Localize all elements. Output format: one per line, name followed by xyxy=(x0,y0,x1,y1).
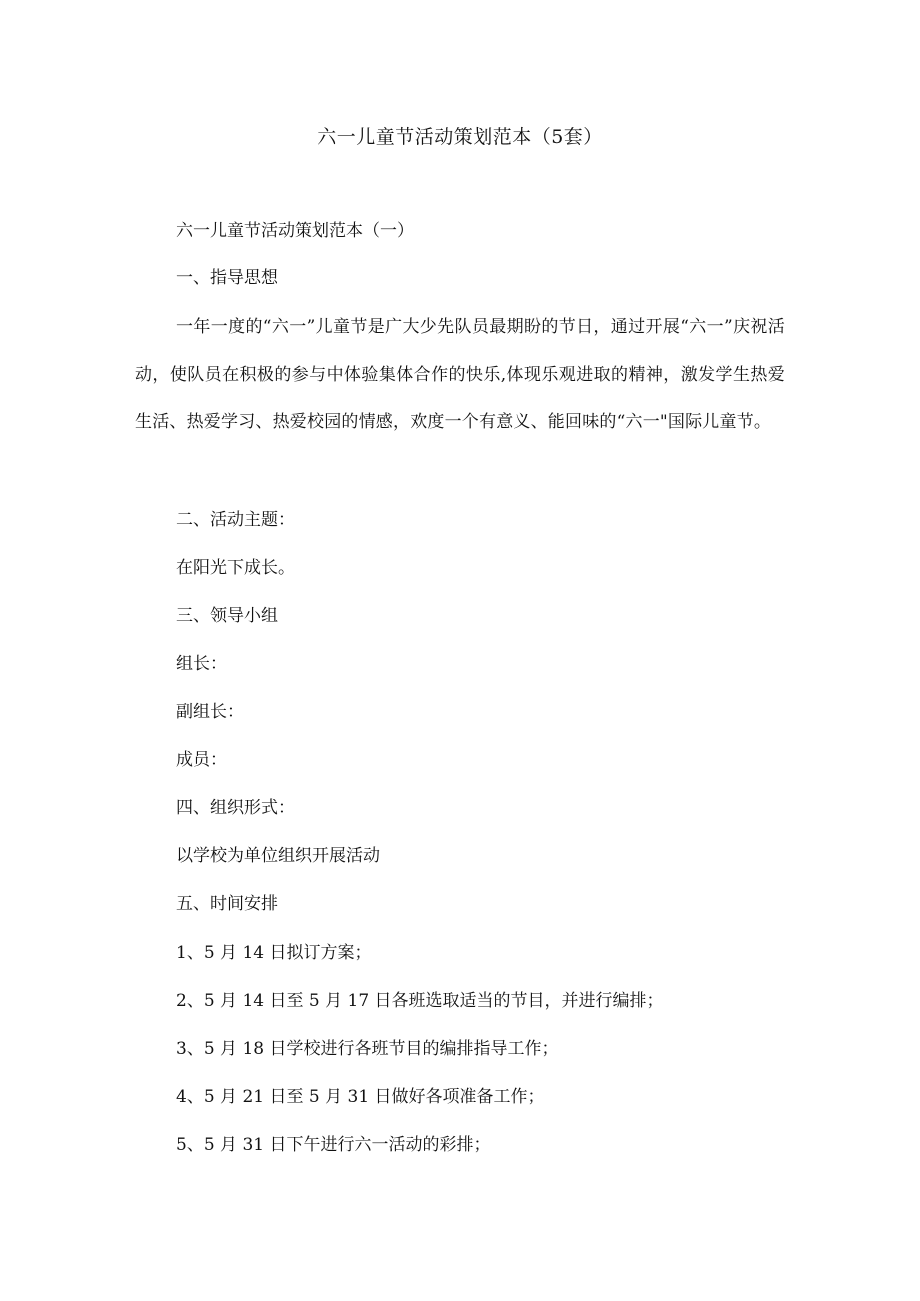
heading-theme: 二、活动主题： xyxy=(176,510,295,530)
schedule-item: 4、5 月 21 日至 5 月 31 日做好各项准备工作； xyxy=(176,1087,545,1107)
heading-organization: 四、组织形式： xyxy=(176,798,295,818)
heading-guiding: 一、指导思想 xyxy=(176,268,278,288)
guiding-paragraph: 一年一度的“六一”儿童节是广大少先队员最期盼的节日，通过开展“六一”庆祝活动，使队员在积极的参与中体验集体合作的快乐,体现乐观进取的精神，激发学生热爱生活、热爱学习、热爱校园的情感，欢度一个有意义、能回味的“六一"国际儿童节。 xyxy=(135,317,785,432)
schedule-item: 2、5 月 14 日至 5 月 17 日各班选取适当的节目，并进行编排； xyxy=(176,991,664,1011)
leader-label: 组长： xyxy=(176,654,227,674)
organization-text: 以学校为单位组织开展活动 xyxy=(176,846,380,866)
heading-schedule: 五、时间安排 xyxy=(176,894,278,914)
document-title: 六一儿童节活动策划范本（5套） xyxy=(317,126,603,148)
theme-text: 在阳光下成长。 xyxy=(176,558,295,578)
schedule-item: 1、5 月 14 日拟订方案； xyxy=(176,943,372,963)
section-heading: 六一儿童节活动策划范本（一） xyxy=(176,221,414,241)
schedule-item: 3、5 月 18 日学校进行各班节目的编排指导工作； xyxy=(176,1039,559,1059)
heading-leadership: 三、领导小组 xyxy=(176,606,278,626)
members-label: 成员： xyxy=(176,750,227,770)
deputy-leader-label: 副组长： xyxy=(176,702,244,722)
schedule-item: 5、5 月 31 日下午进行六一活动的彩排； xyxy=(176,1135,491,1155)
